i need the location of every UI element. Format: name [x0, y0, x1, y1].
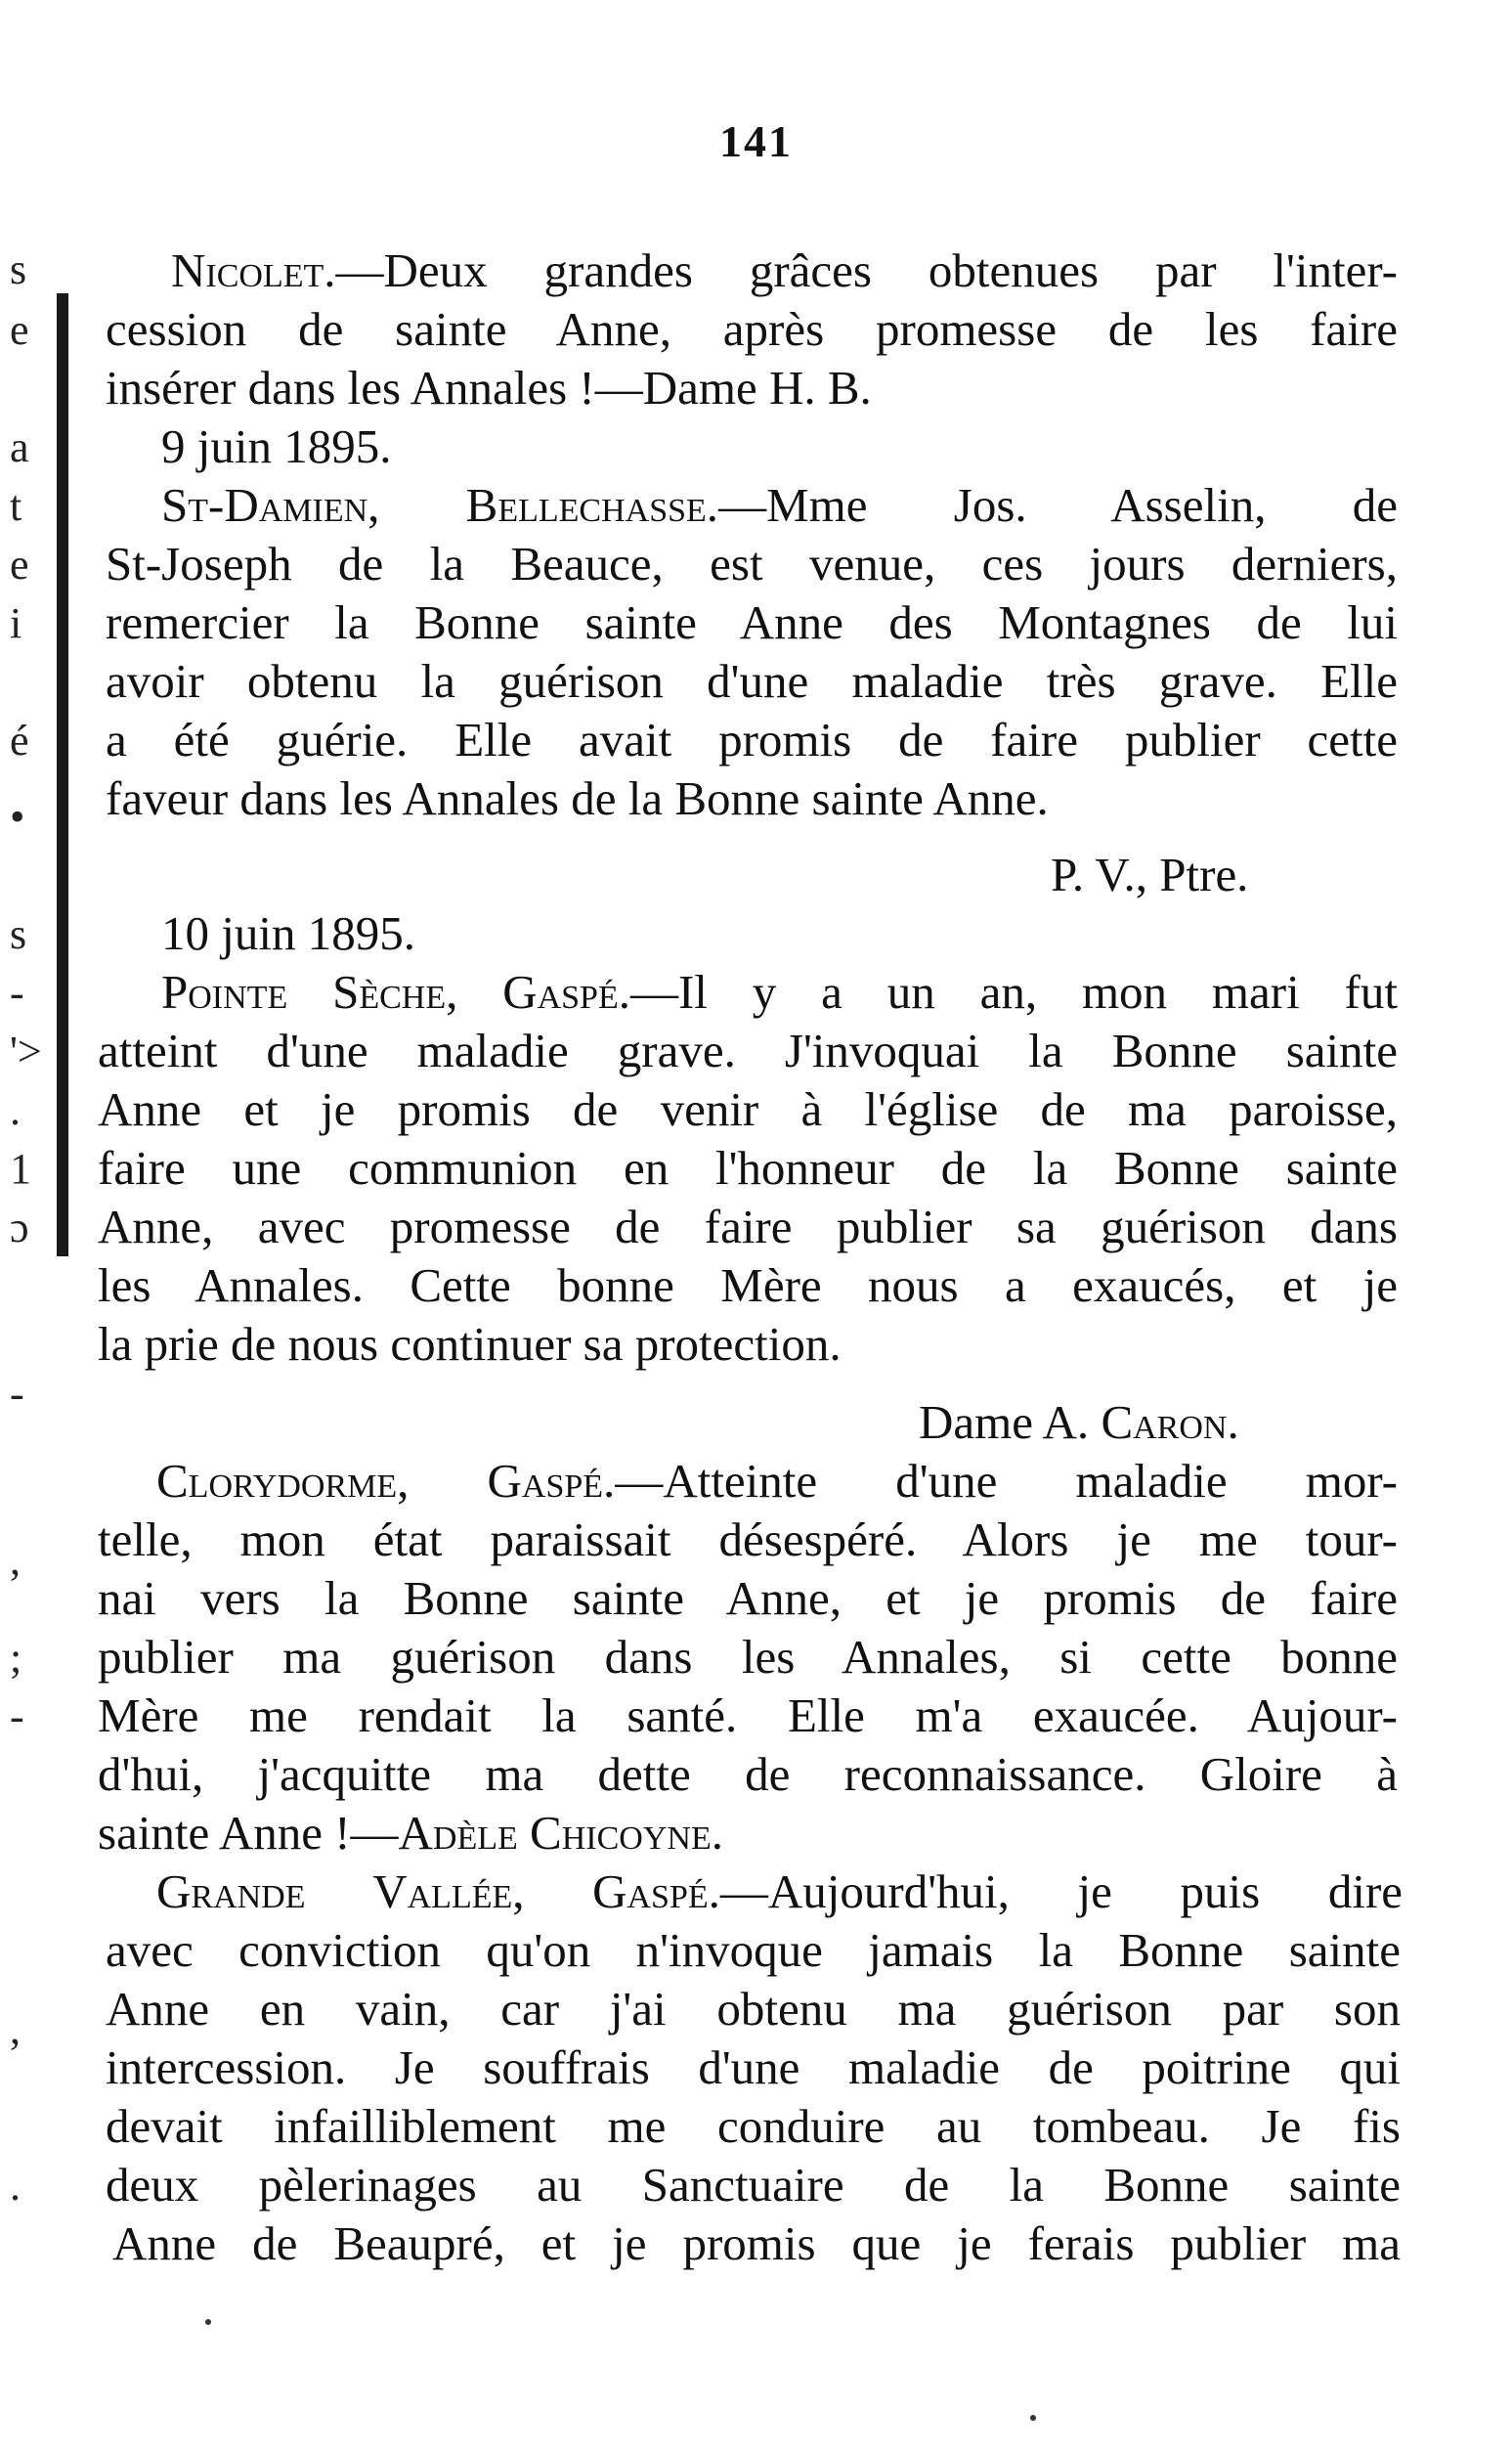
text-line: [106, 361, 872, 415]
text-run: faire une communion en l'honneur de la Bonne sainte: [98, 1141, 1398, 1195]
text-run: sainte Anne !—: [98, 1806, 399, 1860]
margin-fragment: s: [10, 910, 27, 958]
text-run: Anne en vain, car j'ai obtenu ma guérison par son: [106, 1982, 1401, 2036]
text-run: Dame A.: [919, 1395, 1102, 1449]
text-line: [106, 537, 1398, 591]
text-line: [161, 906, 415, 960]
text-run: deux pèlerinages au Sanctuaire de la Bonne sainte: [106, 2158, 1401, 2212]
text-line: [98, 1747, 1398, 1801]
text-line: [98, 1082, 1398, 1136]
text-line: [156, 1864, 1404, 1918]
margin-fragment: e: [10, 541, 29, 589]
margin-fragment: a: [10, 423, 29, 471]
text-line: [98, 1806, 723, 1860]
text-line: [106, 2099, 1401, 2153]
text-line: [98, 1317, 842, 1371]
text-run: Anne et je promis de venir à l'église de ma paroisse,: [98, 1082, 1398, 1136]
place-heading: Nicolet.: [171, 243, 336, 297]
text-line: [106, 2158, 1401, 2212]
text-run: St-Joseph de la Beauce, est venue, ces jours derniers,: [106, 537, 1398, 591]
text-line: [1051, 848, 1249, 901]
text-run: publier ma guérison dans les Annales, si cette bonne: [98, 1630, 1398, 1684]
text-run: intercession. Je souffrais d'une maladie de poitrine qui: [106, 2040, 1401, 2094]
text-line: [106, 654, 1398, 708]
text-line: [156, 1454, 1398, 1508]
margin-fragment: 1: [10, 1145, 31, 1193]
text-line: [98, 1688, 1398, 1742]
margin-fragment: -: [10, 1692, 24, 1740]
page-number: 141: [719, 116, 793, 166]
text-line: [112, 2216, 1401, 2270]
text-run: —Mme Jos. Asselin, de: [718, 478, 1398, 532]
margin-fragment: s: [10, 245, 27, 293]
text-run: P. V., Ptre.: [1051, 848, 1249, 901]
text-run: 10 juin 1895.: [161, 906, 415, 960]
text-run: —Aujourd'hui, je puis dire: [719, 1864, 1404, 1918]
margin-fragment: .: [10, 1086, 21, 1134]
text-line: [98, 1258, 1398, 1312]
text-line: [919, 1395, 1239, 1449]
text-line: [106, 1923, 1401, 1977]
text-line: [98, 1630, 1398, 1684]
margin-fragment: ɔ: [10, 1204, 29, 1251]
text-run: telle, mon état paraissait désespéré. Alors je me tour-: [98, 1512, 1398, 1566]
binding-gutter-strip: [57, 293, 68, 1256]
text-line: [106, 771, 1049, 825]
margin-fragment: •: [10, 793, 25, 841]
text-run: insérer dans les Annales !—Dame H. B.: [106, 361, 872, 415]
text-run: —Deux grandes grâces obtenues par l'inter-: [335, 243, 1398, 297]
margin-fragment: i: [10, 599, 22, 647]
text-line: [106, 1982, 1401, 2036]
margin-fragment: t: [10, 482, 22, 530]
text-run: cession de sainte Anne, après promesse de les faire: [106, 302, 1398, 356]
text-run: Anne de Beaupré, et je promis que je ferais publier ma: [112, 2216, 1401, 2270]
text-run: avec conviction qu'on n'invoque jamais la Bonne sainte: [106, 1923, 1401, 1977]
text-run: —Atteinte d'une maladie mor-: [615, 1454, 1398, 1508]
text-line: [98, 1512, 1398, 1566]
margin-fragment: e: [10, 306, 29, 354]
margin-fragment: '>: [10, 1028, 42, 1075]
place-heading: Adèle Chicoyne.: [398, 1806, 723, 1860]
text-run: 9 juin 1895.: [161, 419, 392, 473]
text-run: —Il y a un an, mon mari fut: [629, 965, 1398, 1019]
place-heading: St-Damien, Bellechasse.: [161, 478, 719, 532]
margin-fragment: ,: [10, 2005, 21, 2053]
text-line: [98, 1141, 1398, 1195]
margin-fragment: -: [10, 969, 24, 1017]
text-line: [161, 419, 392, 473]
text-line: [106, 595, 1398, 649]
text-run: Anne, avec promesse de faire publier sa guérison dans: [98, 1200, 1398, 1253]
place-heading: Clorydorme, Gaspé.: [156, 1454, 616, 1508]
text-line: [98, 1024, 1398, 1077]
text-run: avoir obtenu la guérison d'une maladie très grave. Elle: [106, 654, 1398, 708]
text-line: [106, 713, 1398, 767]
text-run: nai vers la Bonne sainte Anne, et je promis de faire: [98, 1571, 1398, 1625]
margin-fragment: é: [10, 717, 29, 765]
speck-mark: [205, 2319, 211, 2325]
text-run: la prie de nous continuer sa protection.: [98, 1317, 842, 1371]
text-line: [106, 302, 1398, 356]
place-heading: Grande Vallée, Gaspé.: [156, 1864, 720, 1918]
margin-fragment: -: [10, 1370, 24, 1418]
text-run: Mère me rendait la santé. Elle m'a exaucée. Aujour-: [98, 1688, 1398, 1742]
text-line: [161, 478, 1398, 532]
speck-mark: [1030, 2415, 1036, 2421]
text-line: [106, 2040, 1401, 2094]
place-heading: Pointe Sèche, Gaspé.: [161, 965, 630, 1019]
text-run: d'hui, j'acquitte ma dette de reconnaissance. Gloire à: [98, 1747, 1398, 1801]
margin-fragment: ;: [10, 1634, 22, 1682]
text-run: remercier la Bonne sainte Anne des Montagnes de lui: [106, 595, 1398, 649]
margin-fragment: .: [10, 2162, 21, 2210]
place-heading: Caron.: [1101, 1395, 1239, 1449]
text-line: [171, 243, 1398, 297]
text-run: faveur dans les Annales de la Bonne sainte Anne.: [106, 771, 1049, 825]
text-run: les Annales. Cette bonne Mère nous a exaucés, et je: [98, 1258, 1398, 1312]
text-run: a été guérie. Elle avait promis de faire publier cette: [106, 713, 1398, 767]
margin-fragment: ,: [10, 1536, 21, 1584]
text-line: [98, 1571, 1398, 1625]
text-line: [161, 965, 1398, 1019]
text-run: devait infailliblement me conduire au tombeau. Je fis: [106, 2099, 1401, 2153]
text-line: [98, 1200, 1398, 1253]
text-run: atteint d'une maladie grave. J'invoquai la Bonne sainte: [98, 1024, 1398, 1077]
